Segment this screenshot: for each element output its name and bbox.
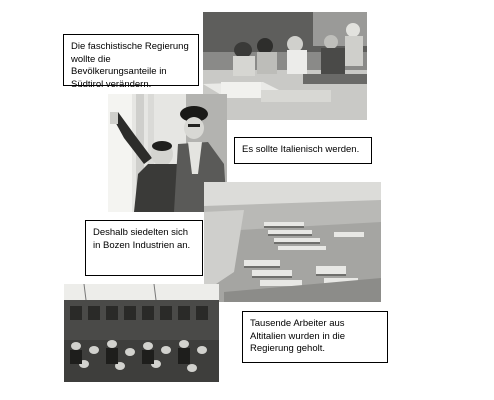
caption-box-workers: [242, 311, 388, 363]
caption-box-industry: [85, 220, 203, 276]
caption-text-industry: Deshalb siedelten sich in Bozen Industrien an.: [93, 227, 191, 251]
caption-box-regime: [63, 34, 199, 90]
classroom-photo: [203, 12, 367, 120]
aerial-city-photo: [204, 182, 381, 302]
train-crowd-photo: [64, 284, 219, 382]
caption-text-regime: Die faschistische Regierung wollte die Bevölkerungsanteile in Südtirol verändern.: [71, 41, 189, 90]
caption-text-italian: Es sollte Italienisch werden.: [242, 144, 360, 155]
caption-text-workers: Tausende Arbeiter aus Altitalien wurden in die Regierung geholt.: [250, 318, 346, 354]
caption-box-italian: [234, 137, 372, 164]
